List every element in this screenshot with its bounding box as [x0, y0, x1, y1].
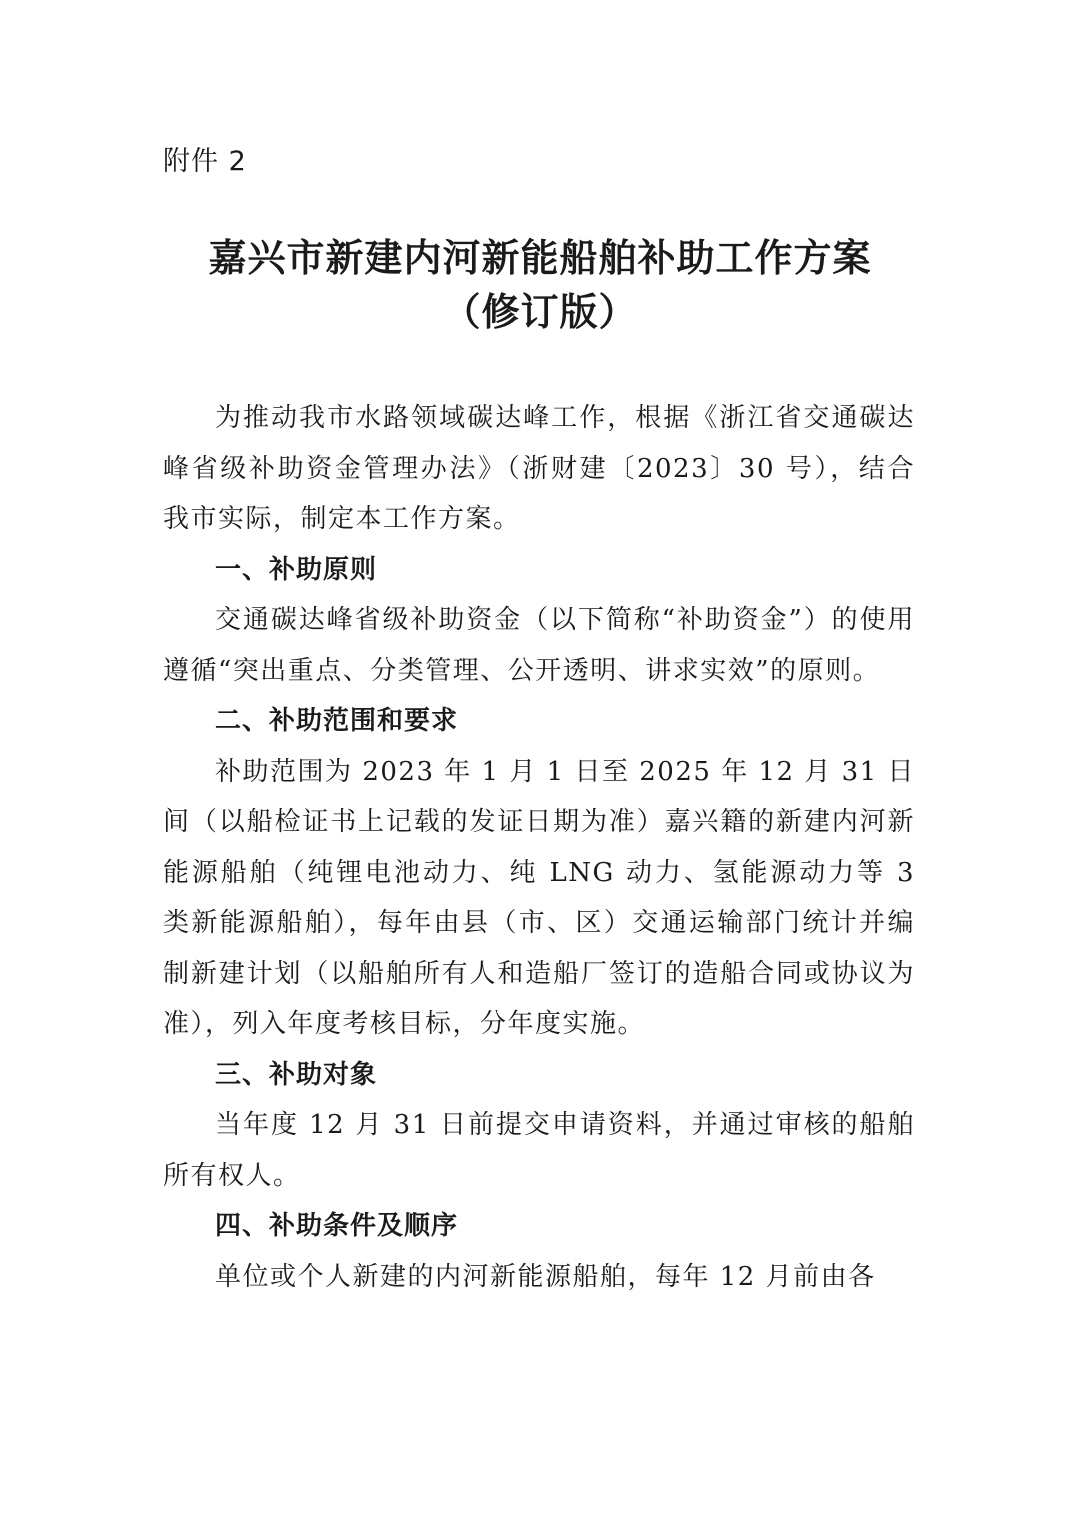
document-title: 嘉兴市新建内河新能船舶补助工作方案	[208, 235, 872, 280]
document-body	[163, 393, 915, 1302]
section-paragraph-4: 单位或个人新建的内河新能源船舶，每年 12 月前由各	[215, 1261, 876, 1292]
document-subtitle: （修订版）	[442, 289, 638, 334]
section-heading-3: 三、补助对象	[215, 1059, 378, 1090]
intro-paragraph: 为推动我市水路领域碳达峰工作，根据《浙江省交通碳达峰省级补助资金管理办法》（浙财建〔2023〕30 号），结合我市实际，制定本工作方案。	[163, 403, 915, 534]
section-heading-2: 二、补助范围和要求	[215, 706, 459, 736]
section-heading-4: 四、补助条件及顺序	[215, 1211, 459, 1241]
section-paragraph-2: 补助范围为 2023 年 1 月 1 日至 2025 年 12 月 31 日间（以船检证书上记载的发证日期为准）嘉兴籍的新建内河新能源船舶（纯锂电池动力、纯 LNG 动力、氢能源动力等 3 类新能源船舶），每年由县（市、区）交通运输部门统计并编制新建计划（以船舶所有人和造船厂签订的造船合同或协议为准），列入年度考核目标，分年度实施。	[163, 756, 915, 1039]
section-heading-1: 一、补助原则	[215, 554, 378, 585]
section-paragraph-1: 交通碳达峰省级补助资金（以下简称“补助资金”）的使用遵循“突出重点、分类管理、公开透明、讲求实效”的原则。	[163, 605, 915, 686]
attachment-label: 附件 2	[163, 146, 247, 177]
section-paragraph-3: 当年度 12 月 31 日前提交申请资料，并通过审核的船舶所有权人。	[163, 1110, 915, 1191]
